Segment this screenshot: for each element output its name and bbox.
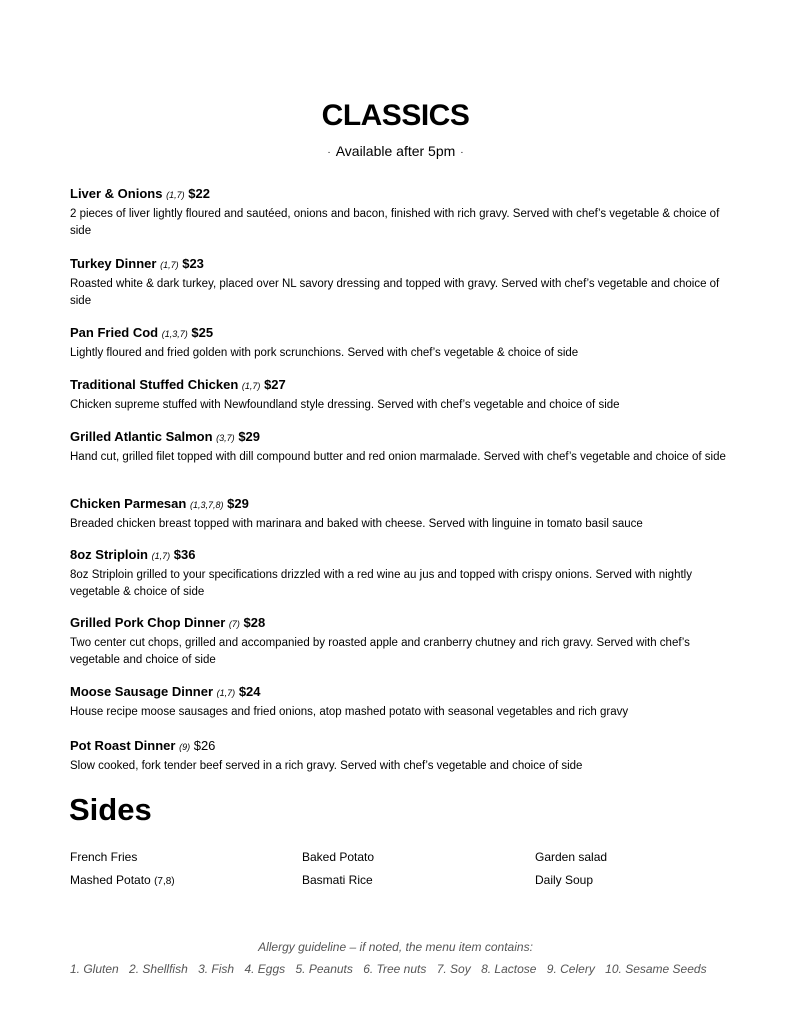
side-item-name: Baked Potato	[302, 850, 375, 864]
menu-item	[70, 428, 730, 466]
allergy-entry: 8. Lactose	[481, 962, 537, 976]
menu-item-name: Grilled Pork Chop Dinner	[70, 615, 226, 630]
menu-item-heading	[70, 683, 730, 702]
allergy-entry: 9. Celery	[546, 962, 595, 976]
allergy-entry: 6. Tree nuts	[363, 962, 427, 976]
menu-item-allergens: (1,7)	[166, 190, 185, 200]
allergy-list	[70, 962, 750, 976]
menu-item	[70, 614, 730, 669]
side-item-name: Daily Soup	[535, 873, 594, 887]
menu-item-description: 8oz Striploin grilled to your specifications drizzled with a red wine au jus and topped with crispy onions. Served with nightly vegetable & choice of side	[70, 569, 692, 598]
side-item	[535, 873, 593, 887]
menu-item	[70, 546, 730, 601]
side-item	[302, 873, 373, 887]
subtitle-dot-right: ·	[460, 146, 464, 158]
menu-item-name: Grilled Atlantic Salmon	[70, 429, 213, 444]
menu-item-heading	[70, 737, 730, 756]
menu-item-description: Slow cooked, fork tender beef served in a rich gravy. Served with chef’s vegetable and choice of side	[70, 760, 583, 772]
menu-item-name: Traditional Stuffed Chicken	[70, 377, 239, 392]
side-item	[535, 850, 607, 864]
menu-item-allergens: (7)	[228, 619, 240, 629]
menu-item-heading	[70, 324, 730, 343]
menu-item-allergens: (1,7)	[151, 551, 171, 561]
menu-item-description: Hand cut, grilled filet topped with dill compound butter and red onion marmalade. Served with chef’s vegetable and choice of side	[70, 451, 726, 463]
menu-title: CLASSICS	[321, 99, 470, 132]
menu-item-description: Roasted white & dark turkey, placed over NL savory dressing and topped with gravy. Served with chef’s vegetable and choice of side	[70, 278, 720, 307]
subtitle-text: Available after 5pm	[335, 143, 456, 159]
allergy-guideline-note: Allergy guideline – if noted, the menu item contains:	[258, 940, 533, 954]
menu-item-price: $27	[264, 377, 286, 392]
menu-item-heading	[70, 546, 730, 565]
menu-item-heading	[70, 185, 730, 204]
menu-item-name: Turkey Dinner	[70, 256, 157, 271]
subtitle-dot-left: ·	[327, 146, 331, 158]
allergy-entry: 10. Sesame Seeds	[605, 962, 707, 976]
menu-item-heading	[70, 614, 730, 633]
menu-item	[70, 737, 730, 775]
menu-item	[70, 683, 730, 721]
side-item-name: Mashed Potato	[70, 873, 151, 887]
menu-item-allergens: (1,3,7)	[161, 329, 188, 339]
side-item-allergens: (7,8)	[154, 876, 175, 887]
menu-item	[70, 255, 730, 310]
menu-item-name: Moose Sausage Dinner	[70, 684, 214, 699]
menu-item	[70, 495, 730, 533]
menu-item-allergens: (1,7)	[160, 260, 179, 270]
side-item-name: French Fries	[70, 850, 138, 864]
menu-item-allergens: (1,3,7,8)	[189, 500, 224, 510]
menu-item	[70, 376, 730, 414]
allergy-entry: 3. Fish	[198, 962, 235, 976]
menu-item-description: Chicken supreme stuffed with Newfoundland style dressing. Served with chef’s vegetable and choice of side	[70, 399, 620, 411]
menu-item-price: $25	[191, 325, 214, 340]
menu-item-heading	[70, 495, 730, 514]
menu-item-heading	[70, 255, 730, 274]
menu-item-name: Chicken Parmesan	[70, 496, 187, 511]
side-item	[70, 850, 137, 864]
menu-item	[70, 324, 730, 362]
menu-item-price: $36	[173, 547, 196, 562]
menu-item-allergens: (1,7)	[241, 381, 261, 391]
side-item-name: Garden salad	[535, 850, 608, 864]
allergy-entry: 7. Soy	[436, 962, 471, 976]
menu-item-allergens: (3,7)	[216, 433, 235, 443]
menu-item-price: $28	[243, 615, 266, 630]
menu-item-description: Two center cut chops, grilled and accompanied by roasted apple and cranberry chutney and rich gravy. Served with chef’s vegetable and choice of side	[70, 637, 690, 666]
menu-item-price: $29	[227, 496, 249, 511]
availability-subtitle	[0, 143, 791, 159]
menu-item-price: $23	[182, 256, 204, 271]
side-item	[70, 873, 175, 887]
menu-item-price: $29	[238, 429, 261, 444]
menu-item-name: Pot Roast Dinner	[70, 738, 176, 753]
menu-item-description: 2 pieces of liver lightly floured and sautéed, onions and bacon, finished with rich gravy. Served with chef’s vegetable & choice of side	[70, 208, 720, 237]
menu-item-description: Lightly floured and fried golden with pork scrunchions. Served with chef’s vegetable & choice of side	[70, 347, 579, 359]
menu-item-allergens: (9)	[179, 742, 191, 752]
menu-item-heading	[70, 376, 730, 395]
menu-item-description: House recipe moose sausages and fried onions, atop mashed potato with seasonal vegetables and rich gravy	[70, 706, 629, 718]
menu-item-price: $22	[188, 186, 210, 201]
allergy-entry: 4. Eggs	[244, 962, 286, 976]
allergy-entry: 1. Gluten	[70, 962, 119, 976]
sides-heading: Sides	[69, 792, 152, 827]
menu-item-name: Pan Fried Cod	[70, 325, 159, 340]
side-item-name: Basmati Rice	[302, 873, 373, 887]
menu-item	[70, 185, 730, 240]
menu-item-heading	[70, 428, 730, 447]
menu-item-description: Breaded chicken breast topped with marinara and baked with cheese. Served with linguine in tomato basil sauce	[70, 518, 643, 530]
allergy-entry: 2. Shellfish	[129, 962, 188, 976]
menu-item-price: $26	[193, 738, 216, 753]
side-item	[302, 850, 374, 864]
menu-item-price: $24	[238, 684, 261, 699]
menu-item-name: 8oz Striploin	[70, 547, 148, 562]
menu-item-allergens: (1,7)	[216, 688, 236, 698]
menu-item-name: Liver & Onions	[70, 186, 163, 201]
allergy-entry: 5. Peanuts	[295, 962, 353, 976]
